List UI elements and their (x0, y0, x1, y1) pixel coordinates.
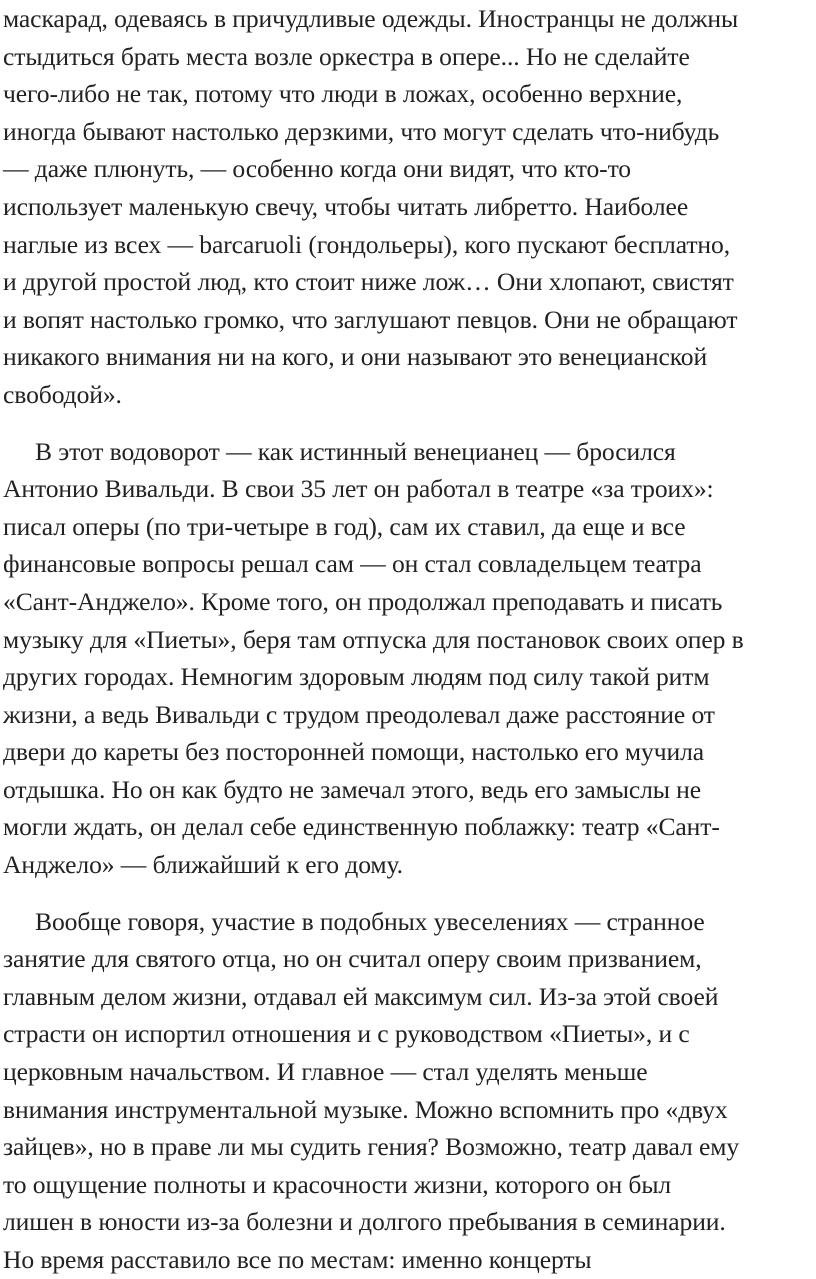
text-line: двери до кареты без посторонней помощи, настолько его мучила (3, 737, 705, 767)
text-line: и вопят настолько громко, что заглушают певцов. Они не обращают (3, 304, 738, 334)
text-line: финансовые вопросы решал сам — он стал совладельцем театра (3, 549, 702, 579)
text-line: занятие для святого отца, но он считал оперу своим призванием, (3, 944, 702, 974)
text-line: зайцев», но в праве ли мы судить гения? Возможно, театр давал ему (3, 1132, 740, 1162)
text-line: никакого внимания ни на кого, и они называют это венецианской (3, 342, 708, 372)
paragraph-2 (3, 433, 816, 884)
text-line: наглые из всех — barcaruoli (гондольеры), кого пускают бесплатно, (3, 229, 731, 259)
text-line-first: В этот водоворот — как истинный венецианец — бросился (35, 436, 676, 466)
text-line: внимания инструментальной музыке. Можно вспомнить про «двух (3, 1094, 728, 1124)
text-line: отдышка. Но он как будто не замечал этого, ведь его замыслы не (3, 774, 702, 804)
text-line: жизни, а ведь Вивальди с трудом преодолевал даже расстояние от (3, 699, 715, 729)
text-line: Анджело» — ближайший к его дому. (3, 850, 403, 880)
paragraph-3 (3, 903, 816, 1279)
paragraph-spacer (3, 884, 816, 903)
text-line: то ощущение полноты и красочности жизни, которого он был (3, 1169, 672, 1199)
text-line: маскарад, одеваясь в причудливые одежды. Иностранцы не должны (3, 4, 739, 33)
text-line: главным делом жизни, отдавал ей максимум сил. Из-за этой своей (3, 981, 719, 1011)
text-line: писал оперы (по три-четыре в год), сам их ставил, да еще и все (3, 511, 686, 541)
text-line: — даже плюнуть, — особенно когда они видят, что кто-то (3, 154, 632, 184)
text-line: музыку для «Пиеты», беря там отпуска для постановок своих опер в (3, 624, 744, 654)
text-line: свободой». (3, 379, 122, 409)
paragraph-1 (3, 0, 816, 414)
paragraph-spacer (3, 414, 816, 433)
text-line: других городах. Немногим здоровым людям под силу такой ритм (3, 662, 710, 692)
text-line: использует маленькую свечу, чтобы читать либретто. Наиболее (3, 191, 689, 221)
text-line-first: Вообще говоря, участие в подобных увеселениях — странное (35, 906, 705, 936)
text-line: и другой простой люд, кто стоит ниже лож… Они хлопают, свистят (3, 267, 734, 297)
text-line: иногда бывают настолько дерзкими, что могут сделать что-нибудь (3, 116, 720, 146)
text-line: «Сант-Анджело». Кроме того, он продолжал преподавать и писать (3, 586, 723, 616)
text-line: страсти он испортил отношения и с руководством «Пиеты», и с (3, 1019, 690, 1049)
text-line: лишен в юности из-за болезни и долгого пребывания в семинарии. (3, 1207, 726, 1237)
text-line: чего-либо не так, потому что люди в ложах, особенно верхние, (3, 79, 683, 109)
text-line: Но время расставило все по местам: именно концерты (3, 1245, 592, 1274)
text-line: стыдиться брать места возле оркестра в опере... Но не сделайте (3, 41, 690, 71)
text-line: могли ждать, он делал себе единственную поблажку: театр «Сант- (3, 812, 720, 842)
text-line: Антонио Вивальди. В свои 35 лет он работал в театре «за троих»: (3, 474, 714, 504)
text-line: церковным начальством. И главное — стал уделять меньше (3, 1057, 648, 1087)
